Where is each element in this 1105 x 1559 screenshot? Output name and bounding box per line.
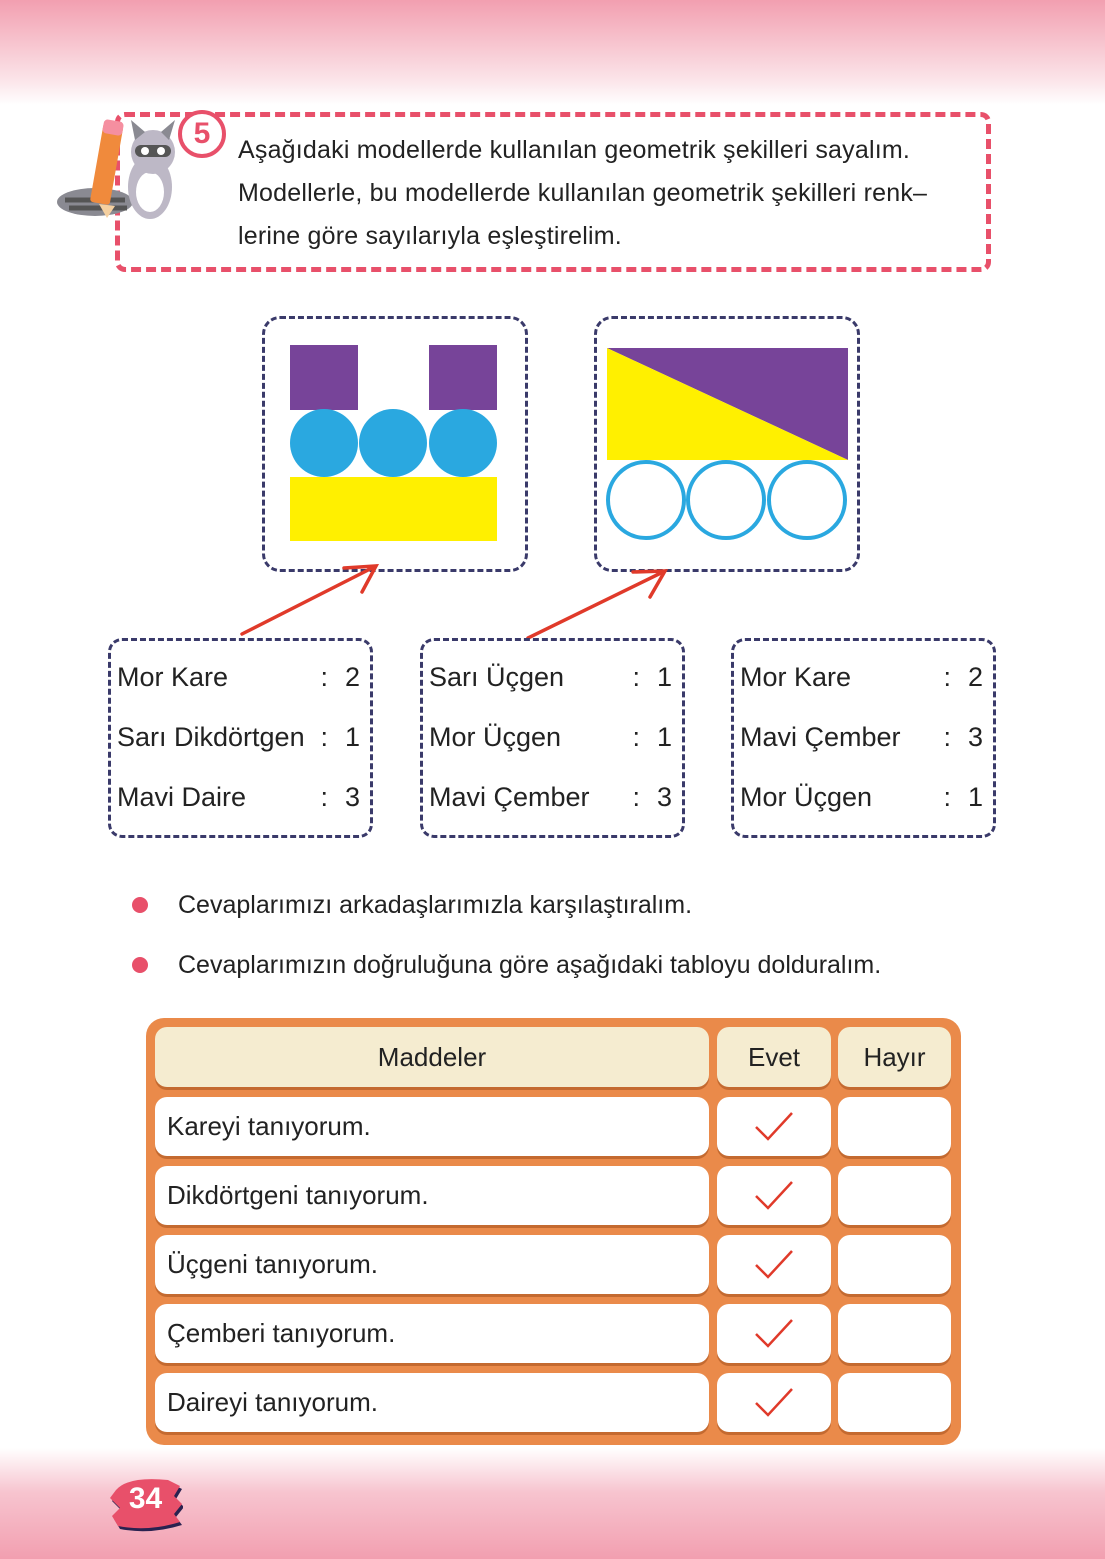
self-assessment-table (146, 1018, 961, 1445)
arrow-1 (242, 566, 376, 634)
option-value: 1 (656, 721, 672, 752)
evet-cell[interactable] (717, 1304, 831, 1363)
evet-cell[interactable] (717, 1235, 831, 1294)
match-arrows (0, 0, 1105, 700)
option-label: Mor Üçgen (740, 781, 873, 812)
bullet-icon (132, 957, 148, 973)
bullet-text-2: Cevaplarımızın doğruluğuna göre aşağıdaki tabloyu dolduralım. (178, 951, 882, 979)
option-label: Mavi Çember (429, 781, 590, 812)
bullet-icon (132, 897, 148, 913)
option-value: 1 (967, 781, 983, 812)
check-icon (752, 1109, 796, 1145)
option-label: Mavi Daire (117, 781, 247, 812)
evet-cell[interactable] (717, 1373, 831, 1432)
instruction-line-1: Aşağıdaki modellerde kullanılan geometrik şekilleri sayalım. (238, 136, 911, 164)
option-value: 3 (344, 781, 360, 812)
table-row-item: Çemberi tanıyorum. (155, 1304, 709, 1363)
table-row-item: Dikdörtgeni tanıyorum. (155, 1166, 709, 1225)
option-label: Mor Kare (740, 661, 852, 692)
option-value: 2 (344, 661, 360, 692)
option-value: 1 (656, 661, 672, 692)
option-value: 3 (967, 721, 983, 752)
option-label: Mor Üçgen (429, 721, 562, 752)
option-label: Mor Kare (117, 661, 229, 692)
header-evet: Evet (717, 1027, 831, 1087)
check-icon (752, 1316, 796, 1352)
option-label: Sarı Üçgen (429, 661, 565, 692)
option-value: 2 (967, 661, 983, 692)
option-box-1[interactable]: Mor Kare : 2 Sarı Dikdörtgen : 1 Mavi Daire : 3 (108, 638, 373, 838)
option-value: 3 (656, 781, 672, 812)
check-icon (752, 1178, 796, 1214)
hayir-cell[interactable] (838, 1097, 951, 1156)
table-row-item: Kareyi tanıyorum. (155, 1097, 709, 1156)
instruction-line-3: lerine göre sayılarıyla eşleştirelim. (238, 222, 622, 250)
hayir-cell[interactable] (838, 1373, 951, 1432)
header-hayir: Hayır (838, 1027, 951, 1087)
hayir-cell[interactable] (838, 1304, 951, 1363)
table-row-item: Üçgeni tanıyorum. (155, 1235, 709, 1294)
option-value: 1 (344, 721, 360, 752)
bullet-text-1: Cevaplarımızı arkadaşlarımızla karşılaştıralım. (178, 891, 693, 919)
evet-cell[interactable] (717, 1166, 831, 1225)
option-label: Mavi Çember (740, 721, 901, 752)
page-number-badge (108, 1472, 183, 1539)
arrow-2 (528, 571, 665, 638)
evet-cell[interactable] (717, 1097, 831, 1156)
check-icon (752, 1385, 796, 1421)
page-number: 34 (128, 1482, 163, 1515)
hayir-cell[interactable] (838, 1166, 951, 1225)
option-box-2[interactable]: Sarı Üçgen : 1 Mor Üçgen : 1 Mavi Çember : 3 (420, 638, 685, 838)
option-box-3[interactable]: Mor Kare : 2 Mavi Çember : 3 Mor Üçgen : 1 (731, 638, 996, 838)
header-maddeler: Maddeler (155, 1027, 709, 1087)
table-row-item: Daireyi tanıyorum. (155, 1373, 709, 1432)
instruction-line-2: Modellerle, bu modellerde kullanılan geometrik şekilleri renk– (238, 179, 928, 207)
check-icon (752, 1247, 796, 1283)
hayir-cell[interactable] (838, 1235, 951, 1294)
option-label: Sarı Dikdörtgen (117, 721, 305, 752)
activity-number-badge: 5 (178, 110, 226, 158)
